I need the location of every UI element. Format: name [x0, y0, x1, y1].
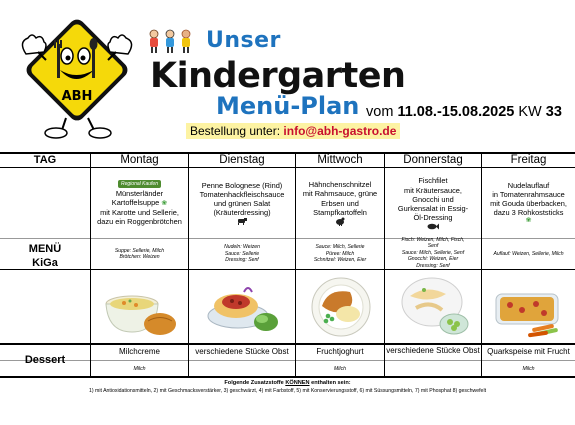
dish-line: Tomatenhackfleischsauce [199, 189, 285, 199]
allergen-line: Fisch: Weizen, Milch, Fisch, [401, 236, 465, 243]
dessert-mittwoch: Fruchtjoghurt [316, 347, 364, 357]
dessert-dienstag: verschiedene Stücke Obst [195, 347, 289, 357]
logo-diamond-sign [23, 16, 130, 123]
food-image-mittwoch [306, 276, 376, 338]
chicken-icon [335, 217, 345, 226]
dish-line: Stampfkartoffeln [313, 207, 367, 217]
menu-item-montag [91, 169, 188, 237]
dessert-allergens-montag: Milch [133, 365, 146, 372]
allergen-line: Schnitzel: Weizen, Eier [313, 257, 367, 264]
leaf-icon: ❀ [161, 199, 168, 207]
allergen-line: Nudeln: Weizen [224, 244, 260, 251]
dish-line: Gurkensalat in Essig- [397, 204, 469, 214]
dessert-allergens-freitag: Milch [522, 365, 535, 372]
food-image-donnerstag [396, 272, 472, 338]
allergens-freitag [482, 239, 575, 269]
dish-line: (Kräuterdressing) [213, 208, 271, 218]
menu-item-freitag [482, 169, 575, 237]
dessert-freitag: Quarkspeise mit Frucht [487, 347, 570, 357]
column-header-dienstag: Dienstag [219, 153, 265, 166]
week-range-prefix: vom [366, 104, 394, 120]
dish-line: dazu 3 Rohkoststicks [493, 208, 564, 218]
allergens-donnerstag [385, 237, 481, 269]
additives-title-prefix: Folgende Zusatzstoffe [224, 380, 284, 386]
title-kindergarten: Kindergarten [150, 56, 406, 96]
allergen-line: Senf [427, 243, 439, 250]
dish-line: Gnocchi und [412, 194, 454, 204]
dessert-allergens-mittwoch: Milch [333, 365, 347, 372]
dish-line: dazu ein Roggenbrötchen [97, 217, 182, 227]
row-label-menu [0, 168, 90, 343]
additives-title-emphasis: KÖNNEN [285, 380, 310, 386]
order-email-link[interactable]: info@abh-gastro.de [283, 124, 397, 138]
food-image-montag [104, 274, 180, 338]
fish-icon [427, 223, 439, 230]
kid-figure [166, 30, 174, 53]
dish-line: Erbsen und [321, 198, 359, 208]
allergen-line: Sauce: Milch, Sellerie, Senf [401, 249, 465, 256]
dish-line: Hähnchenschnitzel [308, 180, 372, 190]
logo-feet [45, 118, 111, 138]
row-label-dessert: Dessert [24, 354, 66, 366]
row-label-menu-line1: MENÜ [28, 242, 62, 255]
allergen-line: Brötchen: Weizen [119, 254, 160, 260]
week-label: KW [518, 104, 542, 120]
logo-text: ABH [61, 89, 93, 104]
kid-figure [150, 30, 158, 53]
menu-item-dienstag [189, 169, 295, 237]
column-header-freitag: Freitag [510, 153, 547, 166]
dessert-allergens-dienstag [189, 361, 295, 376]
column-header-donnerstag: Donnerstag [403, 153, 463, 166]
allergens-mittwoch [296, 239, 384, 269]
regional-badge: Regional Kaufen [118, 180, 161, 188]
allergen-line: Sauce: Sellerie [224, 250, 260, 257]
dish-line: Fischfilet [418, 176, 448, 186]
allergen-line: Dressing: Senf [416, 262, 450, 269]
food-image-freitag [492, 280, 566, 338]
dish-line: mit Gouda überbacken, [490, 199, 567, 208]
week-number: 33 [545, 104, 562, 120]
order-prefix: Bestellung unter: [190, 124, 281, 138]
allergen-line: Dressing: Senf [225, 257, 259, 264]
allergen-line: Sauce: Milch, Sellerie [315, 244, 365, 251]
title-unser: Unser [206, 28, 281, 53]
kid-figure [182, 30, 190, 53]
row-label-menu-line2: KiGa [32, 256, 58, 269]
dish-line: mit Kräutersauce, [404, 185, 462, 195]
week-range-dates: 11.08.-15.08.2025 [397, 104, 515, 120]
dessert-allergens-donnerstag [385, 361, 481, 376]
week-range [366, 104, 562, 120]
dessert-donnerstag: verschiedene Stücke Obst [386, 345, 480, 355]
dish-line: Kartoffelsuppe ❀ [111, 197, 168, 207]
dessert-montag: Milchcreme [119, 347, 160, 357]
abh-logo [16, 14, 146, 142]
allergen-line: Gnocchi: Weizen, Eier [407, 256, 459, 263]
allergen-line: Auflauf: Weizen, Sellerie, Milch [493, 250, 564, 257]
menu-table [0, 152, 575, 377]
dish-line: in Tomatenrahmsauce [492, 189, 565, 199]
dish-line: Münsterländer [115, 188, 164, 198]
dish-line: Öl-Dressing [413, 213, 453, 223]
allergen-line: Püree: Milch [325, 250, 355, 257]
order-info [186, 123, 400, 139]
additives-list: 1) mit Antioxidationsmitteln, 2) mit Geschmacksverstärker, 3) geschwärzt, 4) mit Farbstoff, 5) mit Konservierungsstoff, 6) mit Süssungsmitteln, 7) mit Phosphat 8) geschwefelt [88, 388, 487, 394]
allergens-montag [91, 239, 188, 269]
food-image-dienstag [204, 274, 282, 338]
dish-line: Nudelauflauf [507, 180, 550, 190]
additives-title-suffix: enthalten sein: [311, 380, 351, 386]
leaf-icon: ❀ [525, 217, 532, 225]
column-header-tag: TAG [33, 153, 57, 166]
allergens-dienstag [189, 239, 295, 269]
dish-line: Penne Bolognese (Rind) [201, 180, 283, 190]
additives-title [0, 380, 575, 386]
dish-line: mit Rahmsauce, grüne [302, 189, 378, 199]
column-header-mittwoch: Mittwoch [317, 153, 363, 166]
dish-line: und grünen Salat [213, 199, 271, 208]
column-header-montag: Montag [120, 153, 159, 166]
title-menu-plan: Menü-Plan [216, 92, 360, 120]
dish-line: mit Karotte und Sellerie, [100, 207, 179, 217]
menu-item-mittwoch [296, 169, 384, 237]
menu-item-donnerstag [385, 169, 481, 237]
cow-icon [236, 217, 248, 225]
allergen-line: Suppe: Sellerie, Milch [114, 247, 165, 254]
